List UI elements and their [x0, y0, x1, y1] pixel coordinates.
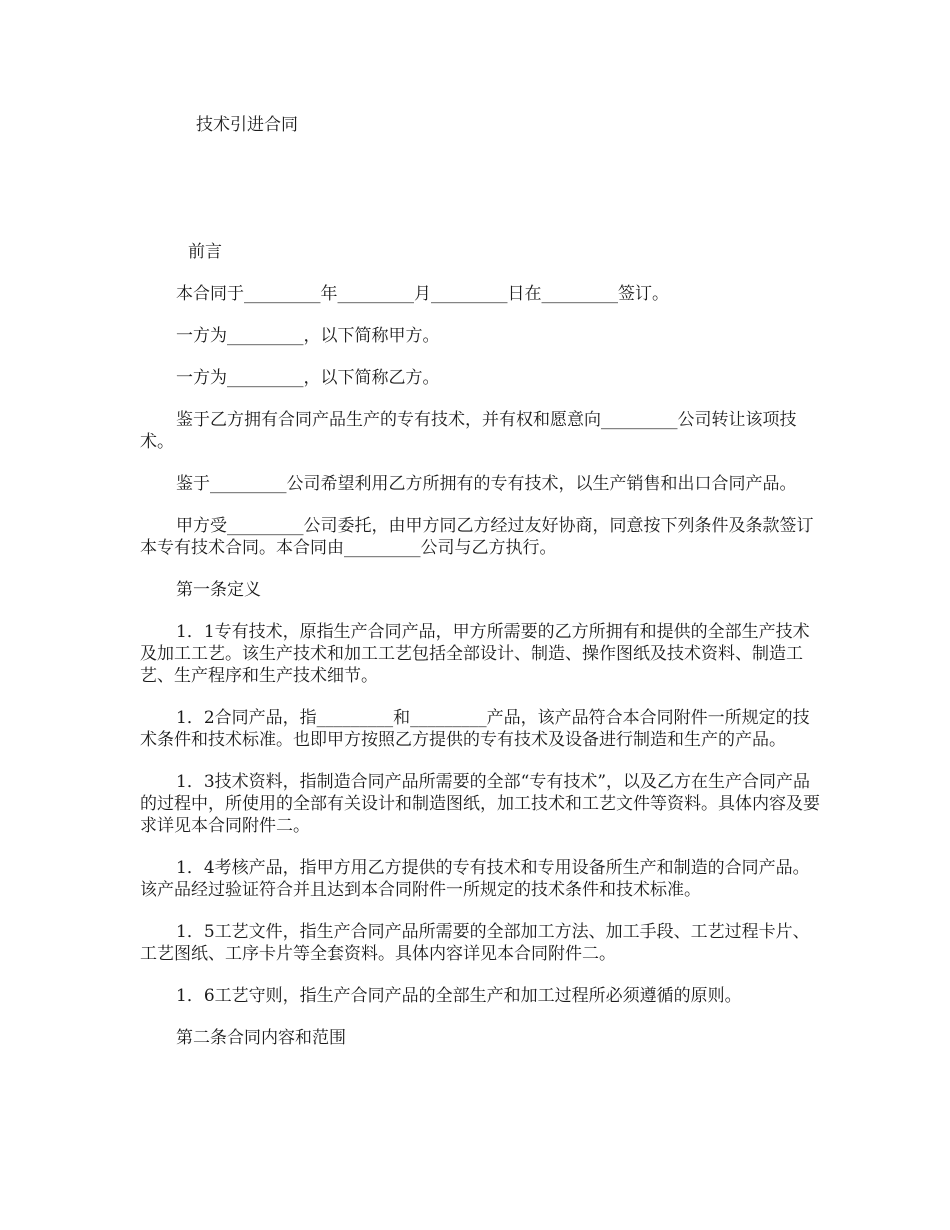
clause-1-1: 1．1专有技术，原指生产合同产品，甲方所需要的乙方所拥有和提供的全部生产技术及加工工艺。该生产技术和加工工艺包括全部设计、制造、操作图纸及技术资料、制造工艺、生产程序和生产技术细节。	[140, 622, 810, 686]
paragraph-agreement: 甲方受_________公司委托，由甲方同乙方经过友好协商，同意按下列条件及条款签订本专有技术合同。本合同由_________公司与乙方执行。	[140, 516, 814, 558]
article-2-heading: 第二条合同内容和范围	[176, 1028, 346, 1048]
paragraph-party-b: 一方为_________，以下简称乙方。	[176, 368, 440, 388]
clause-1-4: 1．4考核产品，指甲方用乙方提供的专有技术和专用设备所生产和制造的合同产品。该产品经过验证符合并且达到本合同附件一所规定的技术条件和技术标准。	[140, 858, 810, 900]
document-body	[140, 241, 820, 1069]
paragraph-party-a: 一方为_________，以下简称甲方。	[176, 326, 440, 346]
clause-1-3: 1．3技术资料，指制造合同产品所需要的全部“专有技术”，以及乙方在生产合同产品的过程中，所使用的全部有关设计和制造图纸，加工技术和工艺文件等资料。具体内容及要求详见本合同附件二。	[140, 772, 820, 836]
paragraph-whereas-2: 鉴于_________公司希望利用乙方所拥有的专有技术，以生产销售和出口合同产品。	[176, 474, 797, 494]
document-title: 技术引进合同	[196, 115, 298, 135]
clause-1-5: 1．5工艺文件，指生产合同产品所需要的全部加工方法、加工手段、工艺过程卡片、工艺图纸、工序卡片等全套资料。具体内容详见本合同附件二。	[140, 922, 810, 964]
paragraph-whereas-1: 鉴于乙方拥有合同产品生产的专有技术，并有权和愿意向_________公司转让该项技术。	[140, 410, 797, 452]
article-1-heading: 第一条定义	[176, 580, 261, 600]
paragraph-signing-date: 本合同于_________年_________月_________日在_________签订。	[176, 284, 669, 304]
clause-1-2: 1．2合同产品，指_________和_________产品，该产品符合本合同附件一所规定的技术条件和技术标准。也即甲方按照乙方提供的专有技术及设备进行制造和生产的产品。	[140, 708, 810, 750]
clause-1-6: 1．6工艺守则，指生产合同产品的全部生产和加工过程所必须遵循的原则。	[176, 986, 742, 1006]
preface-heading: 前言	[188, 242, 222, 262]
